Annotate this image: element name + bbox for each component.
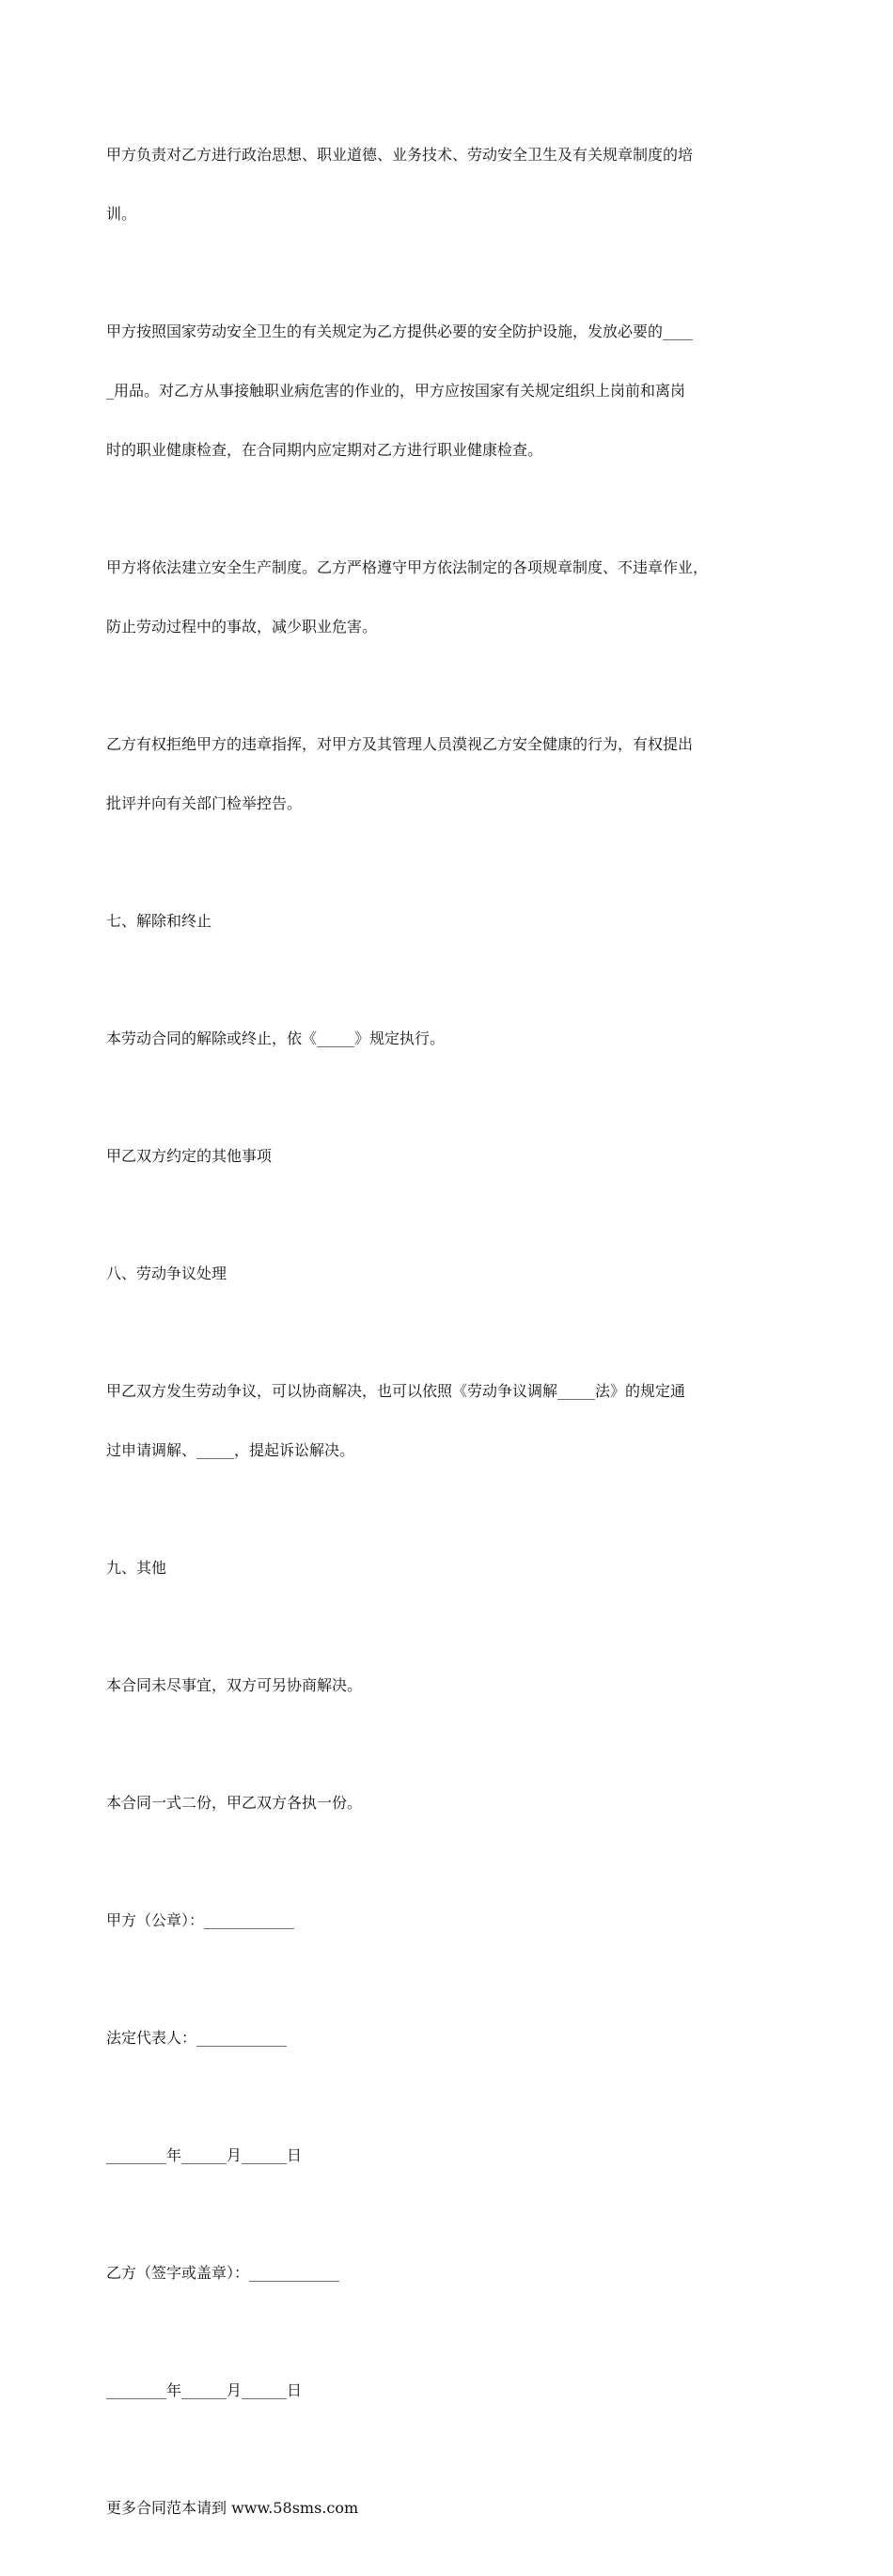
paragraph-copies bbox=[106, 1753, 797, 1852]
text-line: 训。 bbox=[106, 205, 137, 223]
section-heading-other bbox=[106, 1518, 797, 1617]
text-line: 防止劳动过程中的事故，减少职业危害。 bbox=[106, 618, 378, 636]
section-heading-termination bbox=[106, 872, 797, 970]
text-line: 乙方有权拒绝甲方的违章指挥，对甲方及其管理人员漠视乙方安全健康的行为，有权提出 bbox=[106, 735, 694, 753]
text-line: 法定代表人：____________ bbox=[106, 2029, 288, 2047]
text-line: 甲方按照国家劳动安全卫生的有关规定为乙方提供必要的安全防护设施，发放必要的____ bbox=[106, 322, 694, 340]
document-page bbox=[106, 105, 797, 2576]
date-line-party-a bbox=[106, 2106, 797, 2205]
text-line: 更多合同范本请到 www.58sms.com bbox=[106, 2499, 359, 2517]
text-line: 本劳动合同的解除或终止，依《_____》规定执行。 bbox=[106, 1029, 446, 1047]
text-line: 时的职业健康检查，在合同期内应定期对乙方进行职业健康检查。 bbox=[106, 441, 543, 459]
text-line: 乙方（签字或盖章）：____________ bbox=[106, 2264, 340, 2282]
section-heading-disputes bbox=[106, 1224, 797, 1323]
text-line: 甲方负责对乙方进行政治思想、职业道德、业务技术、劳动安全卫生及有关规章制度的培 bbox=[106, 146, 694, 164]
paragraph-training bbox=[106, 105, 797, 263]
paragraph-safety-facilities bbox=[106, 282, 797, 499]
text-line: 过申请调解、_____，提起诉讼解决。 bbox=[106, 1441, 355, 1459]
date-line-party-b bbox=[106, 2341, 797, 2440]
signature-legal-representative bbox=[106, 1988, 797, 2087]
text-line: 批评并向有关部门检举控告。 bbox=[106, 794, 303, 812]
text-line: 甲方（公章）：____________ bbox=[106, 1911, 295, 1929]
text-line: 九、其他 bbox=[106, 1559, 167, 1577]
signature-party-a-seal bbox=[106, 1871, 797, 1970]
signature-party-b bbox=[106, 2223, 797, 2322]
text-line: ________年______月______日 bbox=[106, 2381, 303, 2399]
paragraph-dispute-resolution bbox=[106, 1342, 797, 1500]
paragraph-unresolved-matters bbox=[106, 1636, 797, 1735]
text-line: 八、劳动争议处理 bbox=[106, 1264, 227, 1282]
paragraph-other-agreed-items bbox=[106, 1107, 797, 1205]
text-line: _用品。对乙方从事接触职业病危害的作业的，甲方应按国家有关规定组织上岗前和离岗 bbox=[106, 382, 686, 400]
text-line: 七、解除和终止 bbox=[106, 912, 212, 930]
paragraph-right-to-refuse bbox=[106, 695, 797, 853]
footer-website-note bbox=[106, 2458, 797, 2557]
text-line: 甲乙双方约定的其他事项 bbox=[106, 1147, 273, 1165]
paragraph-termination-rule bbox=[106, 989, 797, 1088]
text-line: 本合同一式二份，甲乙双方各执一份。 bbox=[106, 1794, 363, 1812]
text-line: 甲乙双方发生劳动争议，可以协商解决，也可以依照《劳动争议调解_____法》的规定通 bbox=[106, 1382, 686, 1400]
text-line: ________年______月______日 bbox=[106, 2146, 303, 2164]
text-line: 本合同未尽事宜，双方可另协商解决。 bbox=[106, 1676, 363, 1694]
paragraph-safety-system bbox=[106, 518, 797, 676]
text-line: 甲方将依法建立安全生产制度。乙方严格遵守甲方依法制定的各项规章制度、不违章作业， bbox=[106, 558, 709, 576]
